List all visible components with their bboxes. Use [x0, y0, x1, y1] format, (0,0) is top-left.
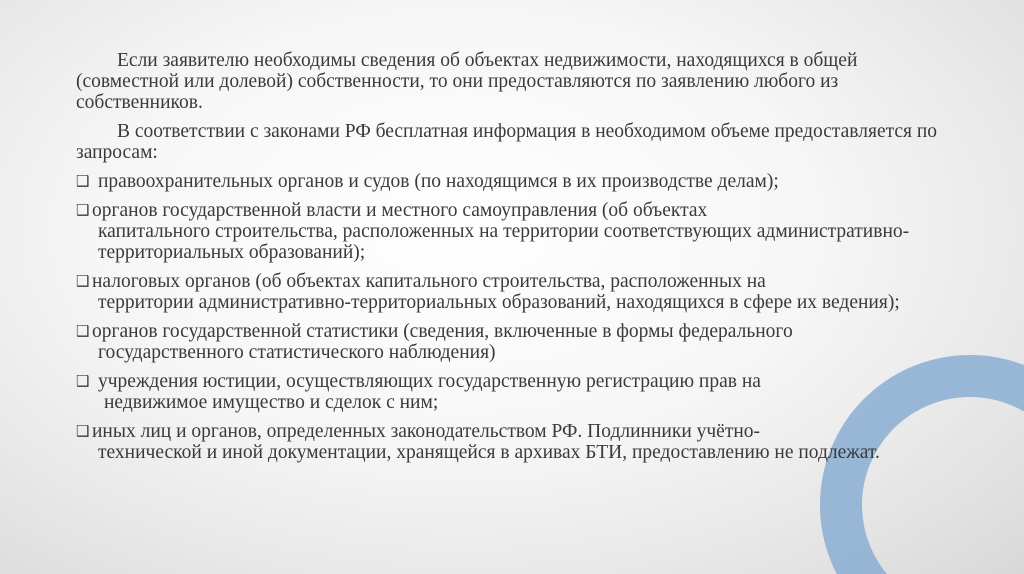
lead-paragraph: В соответствии с законами РФ бесплатная информация в необходимом объеме предоставляется по запросам:: [76, 121, 938, 163]
list-item: [76, 171, 956, 192]
list-item-text: иных лиц и органов, определенных законодательством РФ. Подлинники учётно-: [92, 421, 761, 442]
checkbox-bullet-icon: ❑: [76, 322, 90, 340]
list-item-continuation: государственного статистического наблюдения): [98, 342, 496, 363]
slide-content: [76, 50, 956, 471]
list-item-text: учреждения юстиции, осуществляющих государственную регистрацию прав на: [98, 371, 761, 392]
list-item: [76, 200, 956, 263]
list-item: [76, 271, 956, 313]
list-item-continuation: территории административно-территориальных образований, находящихся в сфере их ведения);: [98, 292, 900, 313]
checkbox-bullet-icon: ❑: [76, 272, 90, 290]
intro-paragraph: Если заявителю необходимы сведения об объектах недвижимости, находящихся в общей (совместной или долевой) собственности, то они предоставляются по заявлению любого из собственников.: [76, 50, 858, 113]
list-item-continuation: технической и иной документации, хранящейся в архивах БТИ, предоставлению не подлежат.: [98, 442, 880, 463]
list-item-text: органов государственной власти и местного самоуправления (об объектах: [92, 200, 708, 221]
list-item-continuation: недвижимое имущество и сделок с ним;: [104, 392, 439, 413]
checkbox-bullet-icon: ❑: [76, 172, 90, 190]
list-item: [76, 371, 956, 413]
list-item-text: правоохранительных органов и судов (по находящимся в их производстве делам);: [98, 171, 779, 192]
list-item: [76, 421, 956, 463]
checkbox-bullet-icon: ❑: [76, 372, 90, 390]
list-item-text: органов государственной статистики (сведения, включенные в формы федерального: [92, 321, 793, 342]
checkbox-bullet-icon: ❑: [76, 201, 90, 219]
list-item-text: налоговых органов (об объектах капитального строительства, расположенных на: [92, 271, 766, 292]
list-item: [76, 321, 956, 363]
checkbox-bullet-icon: ❑: [76, 422, 90, 440]
list-item-continuation: капитального строительства, расположенных на территории соответствующих административно-территориальных образований);: [98, 221, 910, 263]
